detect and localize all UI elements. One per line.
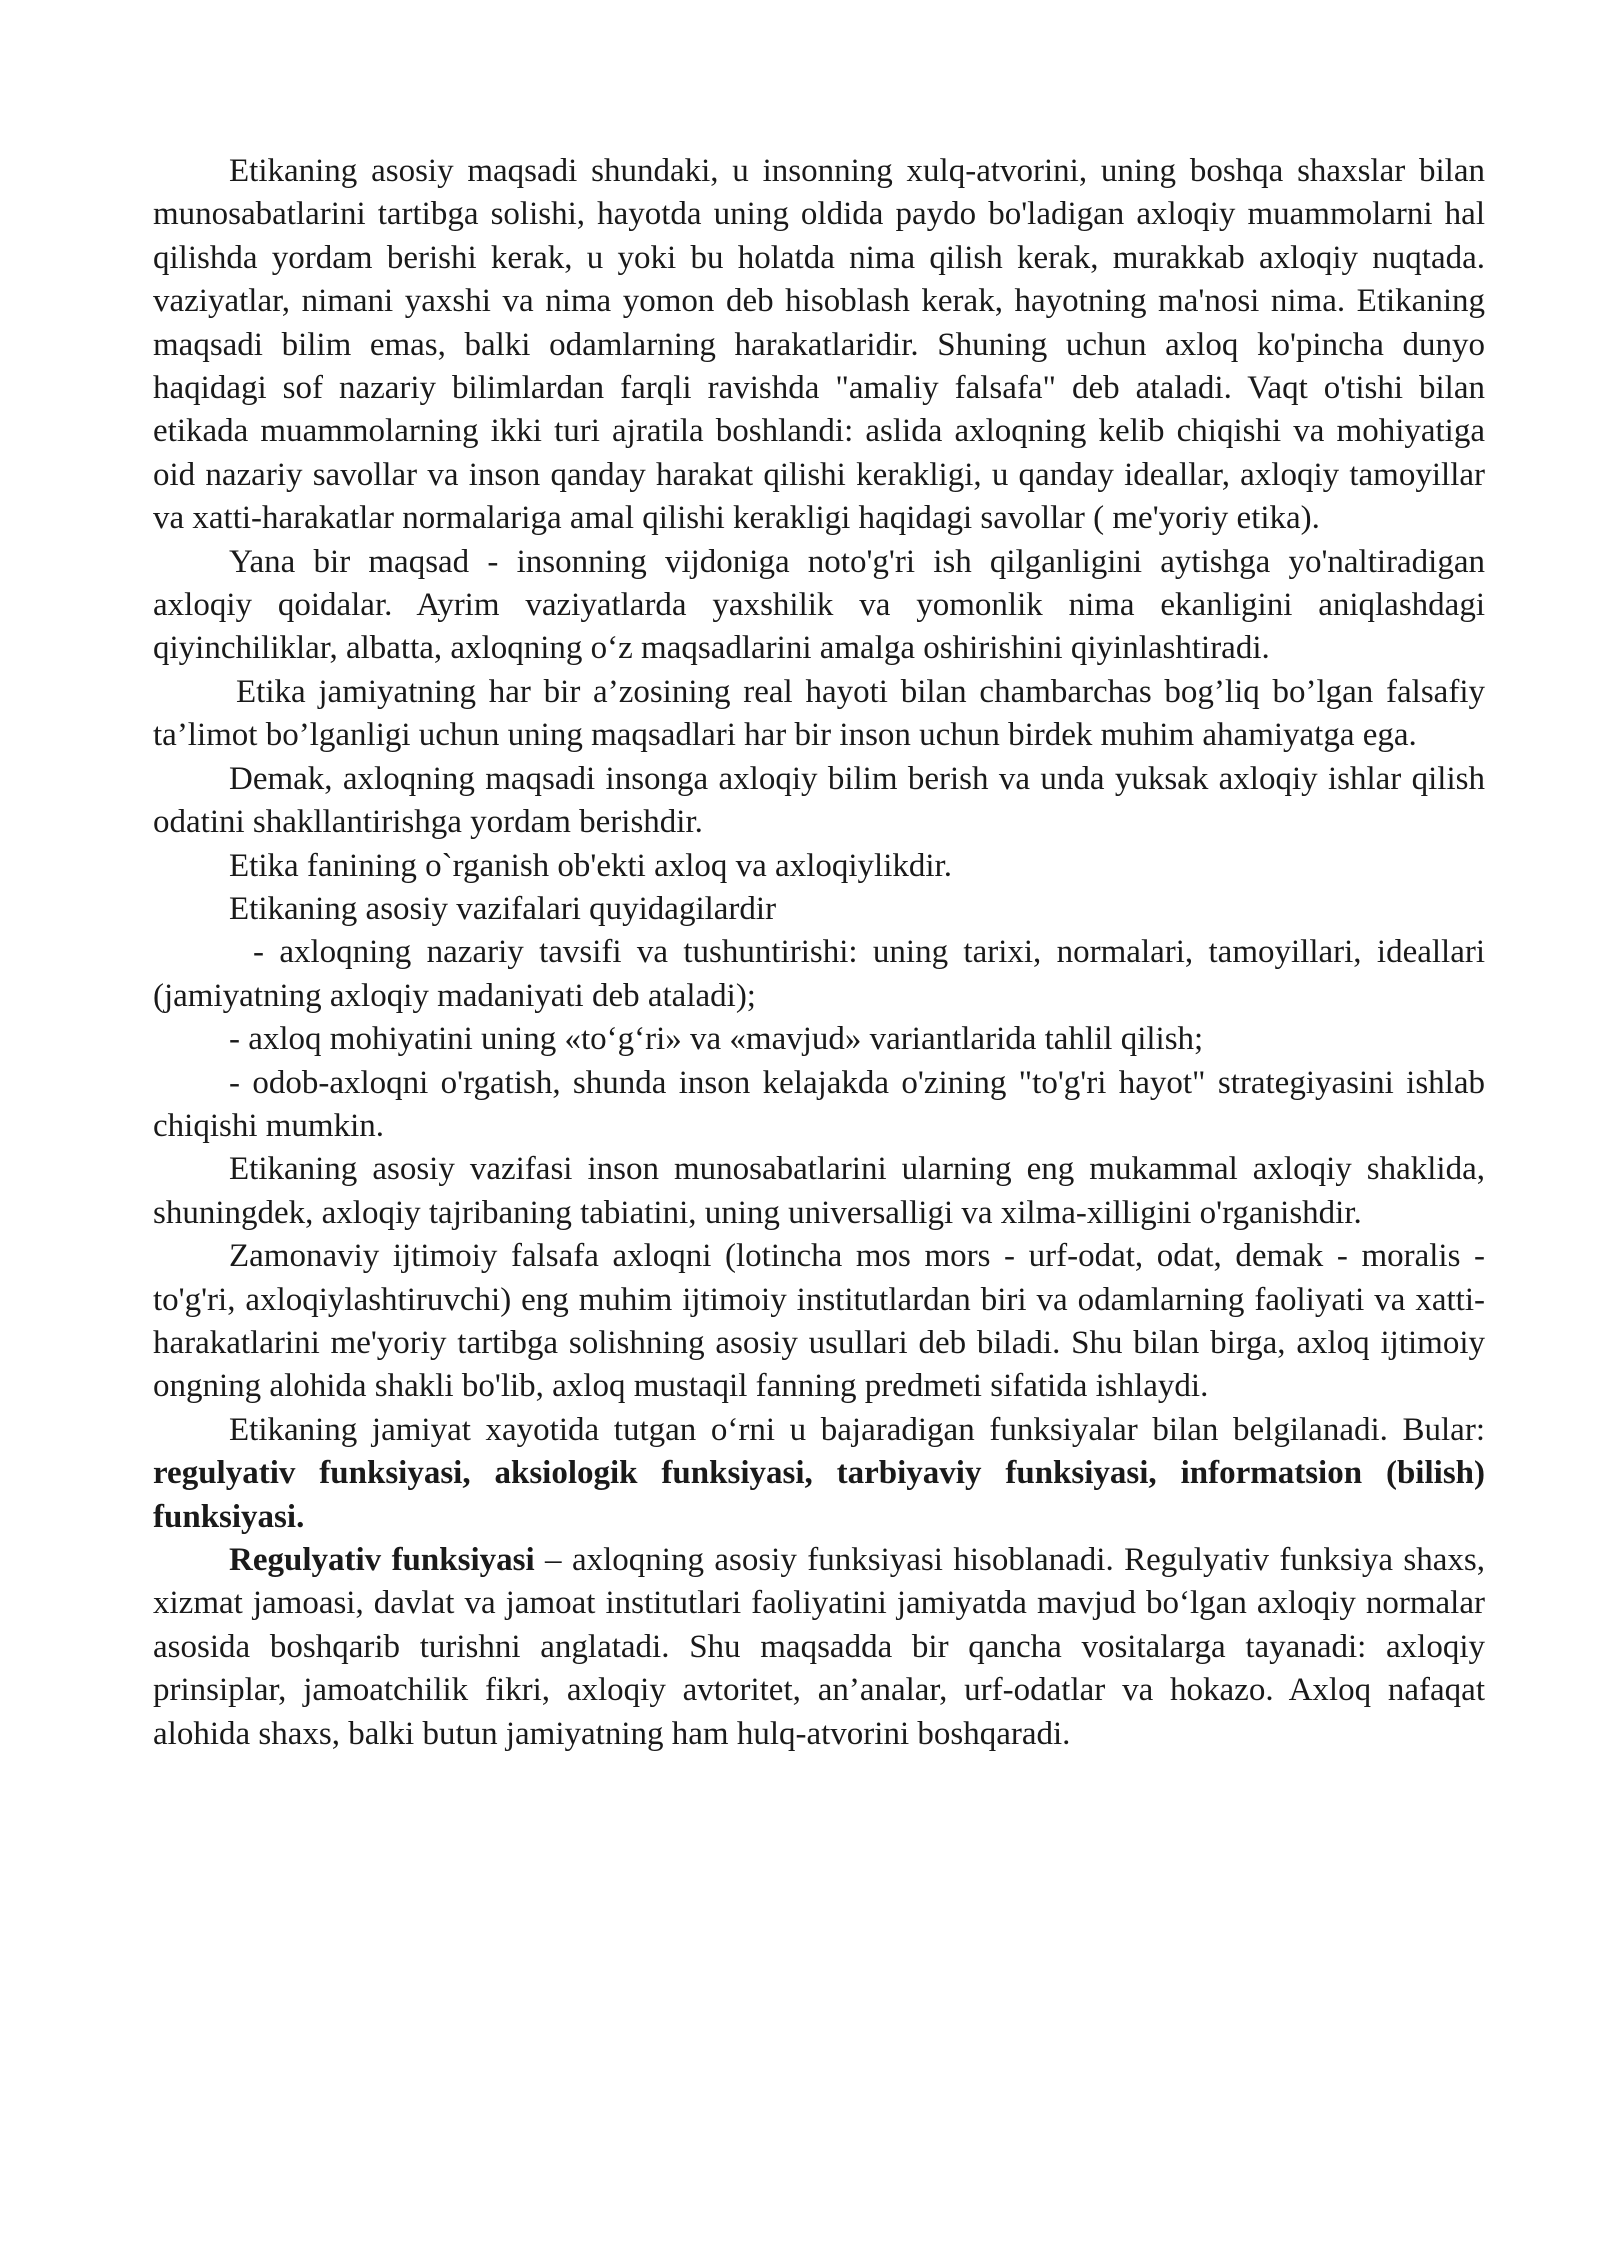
- paragraph-main-task: Etikaning asosiy vazifasi inson munosabatlarini ularning eng mukammal axloqiy shaklida, shuningdek, axloqiy tajribaning tabiatini, uning universalligi va xilma-xilligini o'rganishdir.: [153, 1151, 1485, 1231]
- paragraph-conclusion: Demak, axloqning maqsadi insonga axloqiy bilim berish va unda yuksak axloqiy ishlar qilish odatini shakllantirishga yordam berishdir.: [153, 760, 1485, 841]
- functions-list: regulyativ funksiyasi, aksiologik funksiyasi, tarbiyaviy funksiyasi, informatsion (bilish) funksiyasi.: [153, 1455, 1485, 1535]
- document-body: [153, 150, 1485, 1756]
- regulative-term: Regulyativ funksiyasi: [229, 1542, 535, 1578]
- paragraph-functions: [153, 1409, 1485, 1539]
- functions-intro: Etikaning jamiyat xayotida tutgan oʻrni u bajaradigan funksiyalar bilan belgilanadi. Bular:: [229, 1411, 1485, 1448]
- list-item-teaching: - odob-axloqni o'rgatish, shunda inson kelajakda o'zining "to'g'ri hayot" strategiyasini ishlab chiqishi mumkin.: [153, 1064, 1485, 1144]
- paragraph-ethics-purpose: Etikaning asosiy maqsadi shundaki, u insonning xulq-atvorini, uning boshqa shaxslar bilan munosabatlarini tartibga solishi, hayotda uning oldida paydo bo'ladigan axloqiy muammolarni hal qilishda yordam berishi kerak, u yoki bu holatda nima qilish kerak, murakkab axloqiy nuqtada. vaziyatlar, nimani yaxshi va nima yomon deb hisoblash kerak, hayotning ma'nosi nima. Etikaning maqsadi bilim emas, balki odamlarning harakatlaridir. Shuning uchun axloq ko'pincha dunyo haqidagi sof nazariy bilimlardan farqli ravishda "amaliy falsafa" deb ataladi. Vaqt o'tishi bilan etikada muammolarning ikki turi ajratila boshlandi: aslida axloqning kelib chiqishi va mohiyatiga oid nazariy savollar va inson qanday harakat qilishi kerakligi, u qanday ideallar, axloqiy tamoyillar va xatti-harakatlar normalariga amal qilishi kerakligi haqidagi savollar ( me'yoriy etika).: [153, 153, 1485, 537]
- paragraph-another-purpose: Yana bir maqsad - insonning vijdoniga noto'g'ri ish qilganligini aytishga yo'naltiradigan axloqiy qoidalar. Ayrim vaziyatlarda yaxshilik va yomonlik nima ekanligini aniqlashdagi qiyinchiliklar, albatta, axloqning oʻz maqsadlarini amalga oshirishini qiyinlashtiradi.: [153, 543, 1485, 667]
- paragraph-study-object: Etika fanining o`rganish ob'ekti axloq va axloqiylikdir.: [229, 847, 952, 884]
- paragraph-tasks-heading: Etikaning asosiy vazifalari quyidagilardir: [229, 890, 777, 927]
- list-item-theory: - axloqning nazariy tavsifi va tushuntirishi: uning tarixi, normalari, tamoyillari, ideallari (jamiyatning axloqiy madaniyati deb ataladi);: [153, 934, 1485, 1014]
- paragraph-ethics-society: Etika jamiyatning har bir a’zosining real hayoti bilan chambarchas bog’liq bo’lgan falsafiy ta’limot bo’lganligi uchun uning maqsadlari har bir inson uchun birdek muhim ahamiyatga ega.: [153, 673, 1485, 754]
- paragraph-modern-philosophy: Zamonaviy ijtimoiy falsafa axloqni (lotincha mos mors - urf-odat, odat, demak - moralis - to'g'ri, axloqiylashtiruvchi) eng muhim ijtimoiy institutlardan biri va odamlarning faoliyati va xatti-harakatlarini me'yoriy tartibga solishning asosiy usullari deb biladi. Shu bilan birga, axloq ijtimoiy ongning alohida shakli bo'lib, axloq mustaqil fanning predmeti sifatida ishlaydi.: [153, 1238, 1485, 1405]
- regulative-description: – axloqning asosiy funksiyasi hisoblanadi. Regulyativ funksiya shaxs, xizmat jamoasi, davlat va jamoat institutlari faoliyatini jamiyatda mavjud boʻlgan axloqiy normalar asosida boshqarib turishni anglatadi. Shu maqsadda bir qancha vositalarga tayanadi: axloqiy prinsiplar, jamoatchilik fikri, axloqiy avtoritet, an’analar, urf-odatlar va hokazo. Axloq nafaqat alohida shaxs, balki butun jamiyatning ham hulq-atvorini boshqaradi.: [153, 1542, 1485, 1752]
- list-item-analysis: - axloq mohiyatini uning «toʻgʻri» va «mavjud» variantlarida tahlil qilish;: [229, 1021, 1204, 1058]
- paragraph-regulative: [153, 1539, 1485, 1756]
